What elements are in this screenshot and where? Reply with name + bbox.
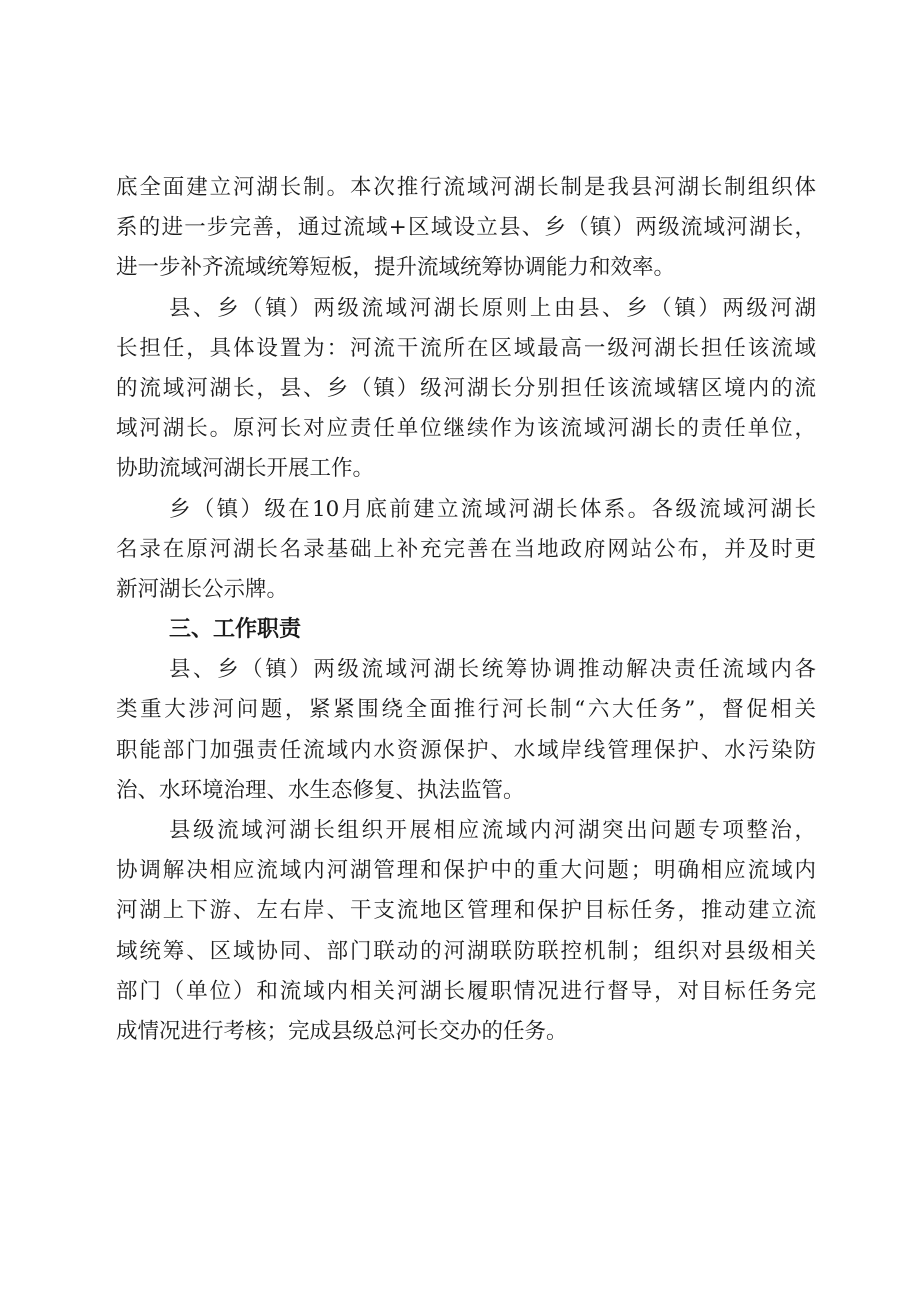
paragraph-line: 域河湖长。原河长对应责任单位继续作为该流域河湖长的责任单位，	[116, 416, 816, 442]
paragraph-line: 底全面建立河湖长制。本次推行流域河湖长制是我县河湖长制组织体	[116, 175, 816, 200]
paragraph-line: 域统筹、区域协同、部门联动的河湖联防联控机制；组织对县级相关	[116, 938, 816, 964]
paragraph-line: 类重大涉河问题，紧紧围绕全面推行河长制“六大任务”，督促相关	[116, 697, 816, 723]
paragraph-line: 长担任，具体设置为：河流干流所在区域最高一级河湖长担任该流域	[116, 335, 816, 361]
paragraph-line: 县级流域河湖长组织开展相应流域内河湖突出问题专项整治，	[169, 818, 816, 843]
paragraph-line: 协调解决相应流域内河湖管理和保护中的重大问题；明确相应流域内	[116, 858, 816, 884]
paragraph-line: 进一步补齐流域统筹短板，提升流域统筹协调能力和效率。	[116, 255, 676, 281]
section-heading: 三、工作职责	[169, 617, 302, 643]
paragraph-line: 的流域河湖长，县、乡（镇）级河湖长分别担任该流域辖区境内的流	[116, 375, 816, 401]
paragraph-line: 系的进一步完善，通过流域+区域设立县、乡（镇）两级流域河湖长，	[116, 215, 816, 241]
paragraph-line: 职能部门加强责任流域内水资源保护、水域岸线管理保护、水污染防	[116, 737, 816, 763]
paragraph-line: 名录在原河湖长名录基础上补充完善在当地政府网站公布，并及时更	[116, 536, 816, 562]
paragraph-line: 县、乡（镇）两级流域河湖长统筹协调推动解决责任流域内各	[169, 657, 816, 683]
paragraph-line: 成情况进行考核；完成县级总河长交办的任务。	[116, 1018, 568, 1044]
paragraph-line: 部门（单位）和流域内相关河湖长履职情况进行督导，对目标任务完	[116, 978, 816, 1004]
paragraph-line: 县、乡（镇）两级流域河湖长原则上由县、乡（镇）两级河湖	[169, 295, 816, 321]
paragraph-line: 治、水环境治理、水生态修复、执法监管。	[116, 777, 525, 803]
paragraph-line: 新河湖长公示牌。	[116, 576, 289, 602]
paragraph-line: 乡（镇）级在10月底前建立流域河湖长体系。各级流域河湖长	[169, 496, 816, 522]
paragraph-line: 协助流域河湖长开展工作。	[116, 456, 375, 482]
paragraph-line: 河湖上下游、左右岸、干支流地区管理和保护目标任务，推动建立流	[116, 898, 816, 924]
document-body	[116, 168, 816, 1052]
